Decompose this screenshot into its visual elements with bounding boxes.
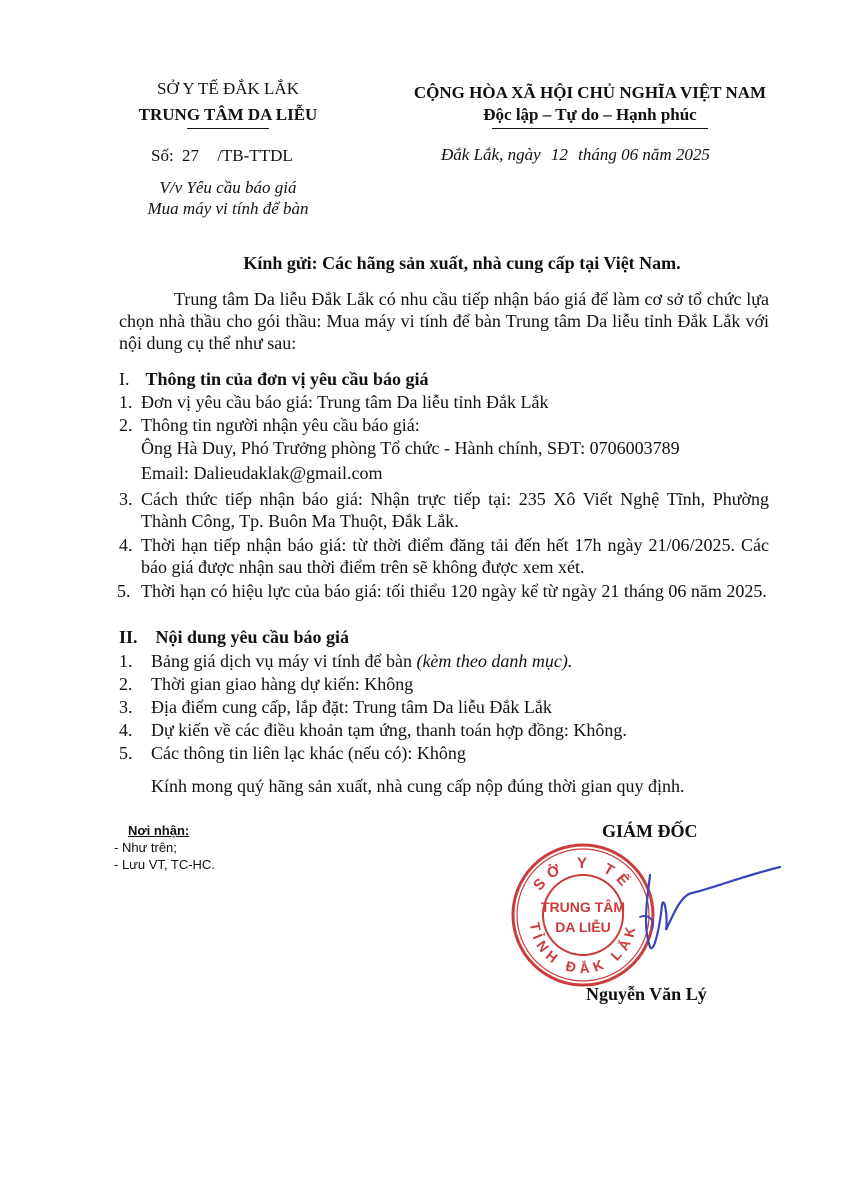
- section-1-item: [119, 488, 769, 532]
- nation-title: CỘNG HÒA XÃ HỘI CHỦ NGHĨA VIỆT NAM: [413, 83, 767, 102]
- section-1-number: I.: [119, 369, 130, 389]
- item-text: Các thông tin liên lạc khác (nếu có): Không: [151, 743, 466, 763]
- item-number: 5.: [119, 743, 133, 763]
- stamp-center-line-1: TRUNG TÂM: [541, 899, 625, 915]
- item-number: 4.: [119, 535, 133, 555]
- item-note: (kèm theo danh mục).: [416, 651, 573, 671]
- number-value: 27: [181, 146, 199, 165]
- item-text: Đơn vị yêu cầu báo giá: Trung tâm Da liễu tỉnh Đắk Lắk: [141, 392, 549, 412]
- recipient-item: - Như trên;: [114, 840, 177, 855]
- item-number: 5.: [117, 581, 131, 601]
- item-number: 1.: [119, 651, 133, 671]
- section-1-title: Thông tin của đơn vị yêu cầu báo giá: [145, 369, 429, 389]
- number-label: Số:: [151, 146, 174, 165]
- section-1-heading: [119, 368, 769, 390]
- section-2-item: [119, 650, 769, 672]
- date-day: 12: [550, 145, 568, 164]
- section-2-number: II.: [119, 627, 138, 647]
- document-number: [151, 145, 351, 166]
- item-text: Thông tin người nhận yêu cầu báo giá:: [141, 415, 420, 435]
- recipient-item: - Lưu VT, TC-HC.: [114, 857, 215, 872]
- contact-email: Email: Dalieudaklak@gmail.com: [141, 463, 383, 483]
- item-number: 3.: [119, 489, 133, 509]
- signer-role: GIÁM ĐỐC: [602, 821, 698, 841]
- motto: Độc lập – Tự do – Hạnh phúc: [483, 105, 697, 124]
- section-2-item: [119, 742, 769, 764]
- item-text: Thời gian giao hàng dự kiến: Không: [151, 674, 414, 694]
- section-2-title: Nội dung yêu cầu báo giá: [155, 627, 350, 647]
- section-2-item: [119, 719, 769, 741]
- number-suffix: /TB-TTDL: [217, 146, 293, 165]
- item-text: Thời hạn có hiệu lực của báo giá: tối thiểu 120 ngày kể từ ngày 21 tháng 06 năm 2025.: [141, 581, 767, 601]
- item-number: 3.: [119, 697, 133, 717]
- section-1-item: [117, 580, 769, 602]
- stamp-top-text: SỞ Y TẾ: [530, 854, 636, 895]
- closing-line: Kính mong quý hãng sản xuất, nhà cung cấp nộp đúng thời gian quy định.: [151, 776, 685, 796]
- stamp-bottom-text: TỈNH ĐẮK LẮK: [526, 920, 640, 977]
- item-text: Dự kiến về các điều khoản tạm ứng, thanh toán hợp đồng: Không.: [151, 720, 627, 740]
- unit-underline: [187, 128, 269, 129]
- motto-underline: [492, 128, 708, 129]
- intro-paragraph: Trung tâm Da liễu Đắk Lắk có nhu cầu tiếp nhận báo giá để làm cơ sở tổ chức lựa chọn nhà thầu cho gói thầu: Mua máy vi tính để bàn Trung tâm Da liễu tỉnh Đắk Lắk với nội dung cụ thể như sau:: [119, 289, 769, 353]
- item-text: Thời hạn tiếp nhận báo giá: từ thời điểm đăng tải đến hết 17h ngày 21/06/2025. Các báo giá được nhận sau thời điểm trên sẽ không được xem xét.: [141, 535, 769, 577]
- date-rest: tháng 06 năm 2025: [578, 145, 710, 164]
- item-text: Bảng giá dịch vụ máy vi tính để bàn: [151, 651, 412, 671]
- item-number: 2.: [119, 674, 133, 694]
- item-number: 2.: [119, 415, 133, 435]
- agency-name: SỞ Y TẾ ĐẮK LẮK: [157, 79, 299, 98]
- section-2-item: [119, 673, 769, 695]
- section-1-item: [119, 414, 769, 436]
- recipient-line: Kính gửi: Các hãng sản xuất, nhà cung cấp tại Việt Nam.: [243, 253, 681, 273]
- unit-name: TRUNG TÂM DA LIỄU: [138, 105, 318, 124]
- item-number: 1.: [119, 392, 133, 412]
- subject-line-2: Mua máy vi tính để bàn: [147, 199, 309, 218]
- section-1-item: [119, 391, 769, 413]
- section-1-item: [119, 534, 769, 578]
- signer-name: Nguyễn Văn Lý: [586, 984, 707, 1004]
- handwritten-signature: [620, 855, 790, 955]
- item-number: 4.: [119, 720, 133, 740]
- item-text: Địa điểm cung cấp, lắp đặt: Trung tâm Da liễu Đắk Lắk: [151, 697, 552, 717]
- issue-date: [441, 144, 781, 165]
- item-text: Cách thức tiếp nhận báo giá: Nhận trực tiếp tại: 235 Xô Viết Nghệ Tĩnh, Phường Thành Công, Tp. Buôn Ma Thuột, Đắk Lắk.: [141, 489, 769, 531]
- section-2-item: [119, 696, 769, 718]
- subject-line-1: V/v Yêu cầu báo giá: [159, 178, 297, 197]
- contact-person: Ông Hà Duy, Phó Trưởng phòng Tổ chức - Hành chính, SĐT: 0706003789: [141, 438, 680, 458]
- section-2-heading: [119, 626, 769, 648]
- recipients-title: Nơi nhận:: [128, 823, 190, 838]
- stamp-center-line-2: DA LIỄU: [555, 919, 611, 935]
- date-prefix: Đắk Lắk, ngày: [441, 145, 541, 164]
